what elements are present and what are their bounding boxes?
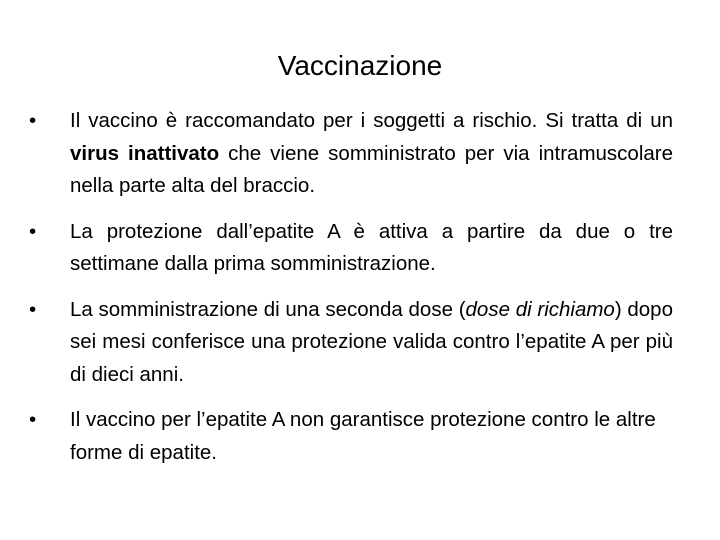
bullet-text: che viene somministrato per via intramuscolare nella parte alta del braccio. — [70, 141, 674, 197]
bullet-item — [29, 105, 673, 203]
slide-title: Vaccinazione — [277, 50, 443, 81]
bullet-text: ) dopo sei mesi conferisce una protezione valida contro l’epatite A per più di dieci anni. — [70, 297, 673, 386]
bullet-list — [29, 105, 673, 469]
bullet-dot: • — [29, 408, 37, 431]
bullet-item — [29, 216, 673, 281]
bullet-text: Il vaccino è raccomandato per i soggetti a rischio. Si tratta di un — [70, 109, 673, 132]
bullet-italic-text: dose di richiamo — [465, 297, 615, 321]
bullet-text: Il vaccino per l’epatite A non garantisce protezione contro le altre forme di epatite. — [70, 408, 656, 464]
bullet-text: La protezione dall’epatite A è attiva a partire da due o tre settimane dalla prima somministrazione. — [70, 219, 673, 275]
bullet-dot: • — [29, 297, 37, 321]
bullet-item — [29, 294, 673, 392]
bullet-text: La somministrazione di una seconda dose ( — [70, 297, 466, 321]
bullet-dot: • — [29, 109, 37, 132]
bullet-dot: • — [29, 219, 37, 243]
bullet-bold-text: virus inattivato — [70, 141, 220, 165]
bullet-item — [29, 404, 673, 469]
